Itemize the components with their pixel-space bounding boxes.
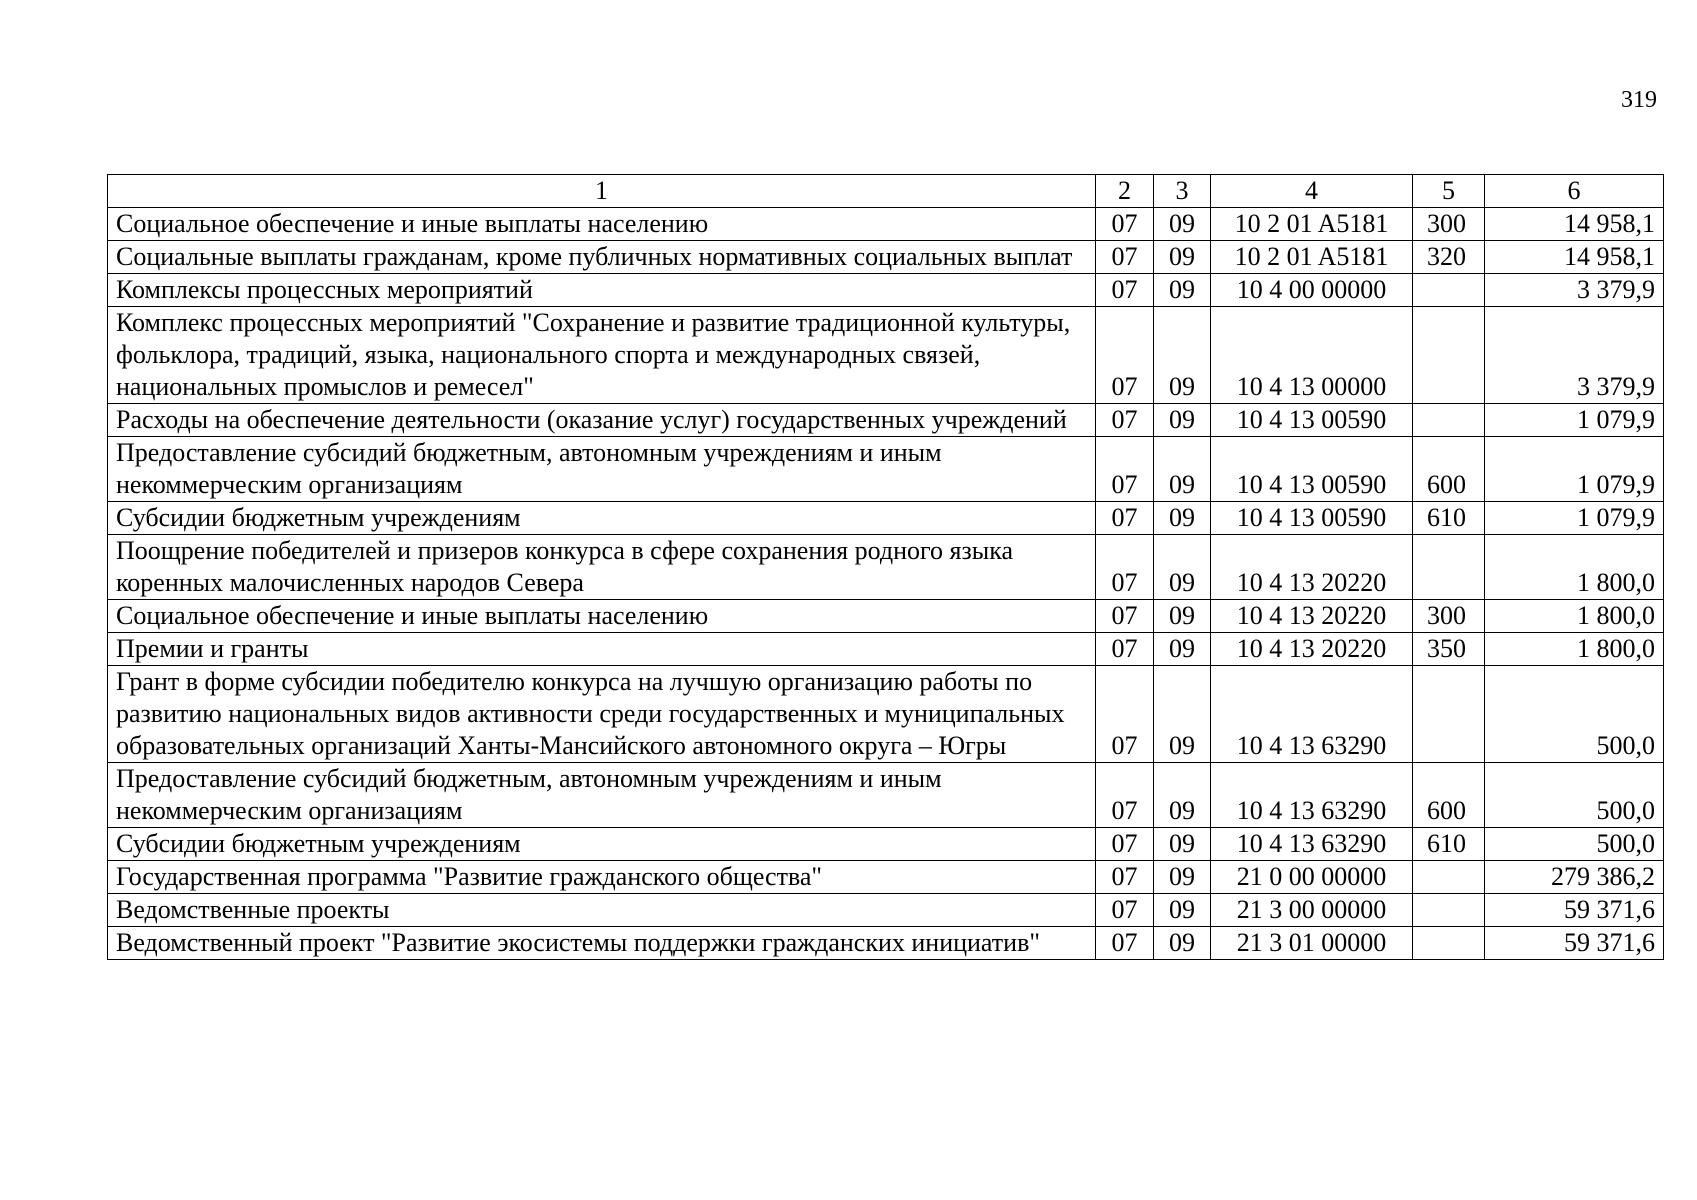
table-row bbox=[108, 828, 1664, 861]
column-header-1: 1 bbox=[108, 175, 1096, 208]
target-article-cell: 10 4 13 00590 bbox=[1211, 404, 1413, 437]
table-row bbox=[108, 666, 1664, 763]
subsection-cell: 09 bbox=[1154, 535, 1211, 600]
amount-cell: 1 800,0 bbox=[1485, 600, 1664, 633]
amount-cell: 1 800,0 bbox=[1485, 535, 1664, 600]
subsection-cell: 09 bbox=[1154, 274, 1211, 307]
description-cell: Предоставление субсидий бюджетным, автономным учреждениям и иным некоммерческим организациям bbox=[108, 437, 1096, 502]
subsection-cell: 09 bbox=[1154, 927, 1211, 960]
expense-type-cell: 320 bbox=[1413, 241, 1485, 274]
budget-table bbox=[107, 174, 1664, 960]
expense-type-cell: 350 bbox=[1413, 633, 1485, 666]
section-cell: 07 bbox=[1096, 535, 1154, 600]
description-cell: Ведомственные проекты bbox=[108, 894, 1096, 927]
subsection-cell: 09 bbox=[1154, 763, 1211, 828]
table-row bbox=[108, 600, 1664, 633]
table-row bbox=[108, 535, 1664, 600]
table-row bbox=[108, 927, 1664, 960]
table-row bbox=[108, 763, 1664, 828]
amount-cell: 1 079,9 bbox=[1485, 437, 1664, 502]
subsection-cell: 09 bbox=[1154, 828, 1211, 861]
amount-cell: 500,0 bbox=[1485, 763, 1664, 828]
amount-cell: 3 379,9 bbox=[1485, 307, 1664, 404]
target-article-cell: 21 0 00 00000 bbox=[1211, 861, 1413, 894]
target-article-cell: 10 4 13 63290 bbox=[1211, 828, 1413, 861]
amount-cell: 3 379,9 bbox=[1485, 274, 1664, 307]
target-article-cell: 10 4 13 20220 bbox=[1211, 633, 1413, 666]
amount-cell: 14 958,1 bbox=[1485, 241, 1664, 274]
amount-cell: 59 371,6 bbox=[1485, 927, 1664, 960]
expense-type-cell: 300 bbox=[1413, 600, 1485, 633]
description-cell: Субсидии бюджетным учреждениям bbox=[108, 502, 1096, 535]
section-cell: 07 bbox=[1096, 763, 1154, 828]
table-row bbox=[108, 208, 1664, 241]
column-header-2: 2 bbox=[1096, 175, 1154, 208]
expense-type-cell: 300 bbox=[1413, 208, 1485, 241]
target-article-cell: 10 4 13 20220 bbox=[1211, 600, 1413, 633]
description-cell: Грант в форме субсидии победителю конкурса на лучшую организацию работы по развитию национальных видов активности среди государственных и муниципальных образовательных организаций Ханты-Мансийского автономного округа – Югры bbox=[108, 666, 1096, 763]
table-row bbox=[108, 502, 1664, 535]
amount-cell: 1 800,0 bbox=[1485, 633, 1664, 666]
expense-type-cell: 600 bbox=[1413, 763, 1485, 828]
expense-type-cell bbox=[1413, 404, 1485, 437]
expense-type-cell: 610 bbox=[1413, 502, 1485, 535]
description-cell: Предоставление субсидий бюджетным, автономным учреждениям и иным некоммерческим организациям bbox=[108, 763, 1096, 828]
target-article-cell: 10 2 01 A5181 bbox=[1211, 241, 1413, 274]
column-header-4: 4 bbox=[1211, 175, 1413, 208]
section-cell: 07 bbox=[1096, 274, 1154, 307]
subsection-cell: 09 bbox=[1154, 861, 1211, 894]
target-article-cell: 10 4 13 20220 bbox=[1211, 535, 1413, 600]
table-row bbox=[108, 307, 1664, 404]
section-cell: 07 bbox=[1096, 502, 1154, 535]
table-row bbox=[108, 633, 1664, 666]
description-cell: Поощрение победителей и призеров конкурса в сфере сохранения родного языка коренных малочисленных народов Севера bbox=[108, 535, 1096, 600]
section-cell: 07 bbox=[1096, 927, 1154, 960]
description-cell: Социальное обеспечение и иные выплаты населению bbox=[108, 208, 1096, 241]
subsection-cell: 09 bbox=[1154, 404, 1211, 437]
target-article-cell: 10 4 13 63290 bbox=[1211, 666, 1413, 763]
section-cell: 07 bbox=[1096, 208, 1154, 241]
amount-cell: 279 386,2 bbox=[1485, 861, 1664, 894]
section-cell: 07 bbox=[1096, 633, 1154, 666]
expense-type-cell bbox=[1413, 894, 1485, 927]
table-row bbox=[108, 404, 1664, 437]
subsection-cell: 09 bbox=[1154, 307, 1211, 404]
column-header-5: 5 bbox=[1413, 175, 1485, 208]
section-cell: 07 bbox=[1096, 666, 1154, 763]
header-row bbox=[108, 175, 1664, 208]
amount-cell: 1 079,9 bbox=[1485, 404, 1664, 437]
description-cell: Государственная программа "Развитие гражданского общества" bbox=[108, 861, 1096, 894]
table-row bbox=[108, 241, 1664, 274]
description-cell: Социальное обеспечение и иные выплаты населению bbox=[108, 600, 1096, 633]
description-cell: Комплекс процессных мероприятий "Сохранение и развитие традиционной культуры, фольклора, традиций, языка, национального спорта и международных связей, национальных промыслов и ремесел" bbox=[108, 307, 1096, 404]
expense-type-cell bbox=[1413, 535, 1485, 600]
target-article-cell: 10 4 00 00000 bbox=[1211, 274, 1413, 307]
subsection-cell: 09 bbox=[1154, 437, 1211, 502]
section-cell: 07 bbox=[1096, 861, 1154, 894]
subsection-cell: 09 bbox=[1154, 894, 1211, 927]
subsection-cell: 09 bbox=[1154, 666, 1211, 763]
target-article-cell: 21 3 01 00000 bbox=[1211, 927, 1413, 960]
table-header bbox=[108, 175, 1664, 208]
target-article-cell: 21 3 00 00000 bbox=[1211, 894, 1413, 927]
target-article-cell: 10 2 01 A5181 bbox=[1211, 208, 1413, 241]
subsection-cell: 09 bbox=[1154, 633, 1211, 666]
amount-cell: 14 958,1 bbox=[1485, 208, 1664, 241]
table-row bbox=[108, 437, 1664, 502]
description-cell: Социальные выплаты гражданам, кроме публичных нормативных социальных выплат bbox=[108, 241, 1096, 274]
section-cell: 07 bbox=[1096, 307, 1154, 404]
description-cell: Комплексы процессных мероприятий bbox=[108, 274, 1096, 307]
amount-cell: 500,0 bbox=[1485, 666, 1664, 763]
amount-cell: 1 079,9 bbox=[1485, 502, 1664, 535]
target-article-cell: 10 4 13 00590 bbox=[1211, 437, 1413, 502]
section-cell: 07 bbox=[1096, 894, 1154, 927]
target-article-cell: 10 4 13 00000 bbox=[1211, 307, 1413, 404]
subsection-cell: 09 bbox=[1154, 600, 1211, 633]
expense-type-cell bbox=[1413, 861, 1485, 894]
section-cell: 07 bbox=[1096, 828, 1154, 861]
expense-type-cell bbox=[1413, 927, 1485, 960]
expense-type-cell bbox=[1413, 307, 1485, 404]
page-number: 319 bbox=[1621, 87, 1657, 113]
table-body bbox=[108, 208, 1664, 960]
column-header-6: 6 bbox=[1485, 175, 1664, 208]
expense-type-cell bbox=[1413, 666, 1485, 763]
amount-cell: 59 371,6 bbox=[1485, 894, 1664, 927]
table-row bbox=[108, 894, 1664, 927]
table-row bbox=[108, 274, 1664, 307]
target-article-cell: 10 4 13 63290 bbox=[1211, 763, 1413, 828]
section-cell: 07 bbox=[1096, 404, 1154, 437]
target-article-cell: 10 4 13 00590 bbox=[1211, 502, 1413, 535]
table-row bbox=[108, 861, 1664, 894]
subsection-cell: 09 bbox=[1154, 241, 1211, 274]
section-cell: 07 bbox=[1096, 437, 1154, 502]
expense-type-cell: 610 bbox=[1413, 828, 1485, 861]
expense-type-cell: 600 bbox=[1413, 437, 1485, 502]
subsection-cell: 09 bbox=[1154, 502, 1211, 535]
subsection-cell: 09 bbox=[1154, 208, 1211, 241]
description-cell: Субсидии бюджетным учреждениям bbox=[108, 828, 1096, 861]
expense-type-cell bbox=[1413, 274, 1485, 307]
column-header-3: 3 bbox=[1154, 175, 1211, 208]
description-cell: Премии и гранты bbox=[108, 633, 1096, 666]
section-cell: 07 bbox=[1096, 600, 1154, 633]
description-cell: Расходы на обеспечение деятельности (оказание услуг) государственных учреждений bbox=[108, 404, 1096, 437]
section-cell: 07 bbox=[1096, 241, 1154, 274]
amount-cell: 500,0 bbox=[1485, 828, 1664, 861]
description-cell: Ведомственный проект "Развитие экосистемы поддержки гражданских инициатив" bbox=[108, 927, 1096, 960]
